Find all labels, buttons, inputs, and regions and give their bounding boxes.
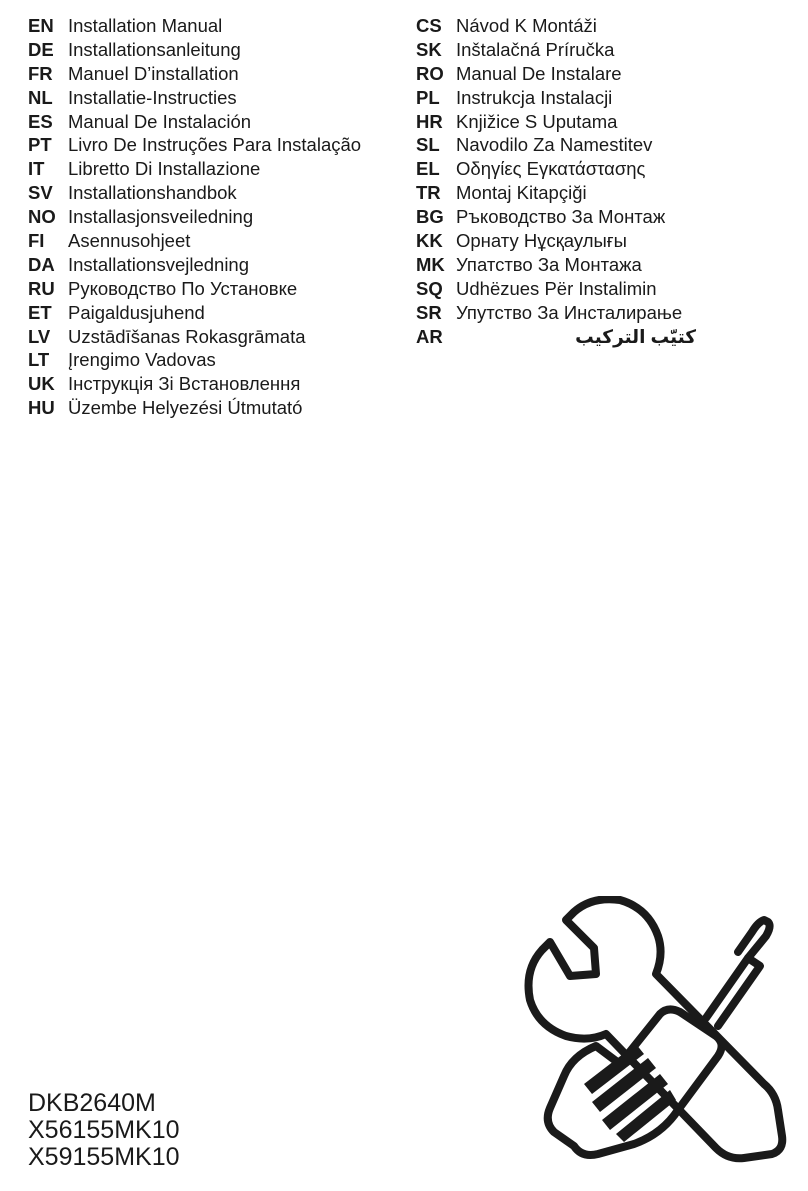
language-code: DA xyxy=(28,253,55,275)
language-row-de xyxy=(28,38,398,62)
language-code: FR xyxy=(28,62,53,84)
language-code: EN xyxy=(28,14,54,36)
language-title: Manuel D’installation xyxy=(68,62,239,84)
language-row-no xyxy=(28,205,398,229)
language-row-kk xyxy=(416,229,706,253)
language-row-et xyxy=(28,301,398,325)
language-title: كتيّب التركيب xyxy=(575,325,696,347)
language-code: MK xyxy=(416,253,445,275)
language-code: EL xyxy=(416,158,440,180)
language-title: Montaj Kitapçiği xyxy=(456,182,587,204)
language-code: HU xyxy=(28,397,55,419)
language-code: BG xyxy=(416,206,444,228)
language-list-right xyxy=(416,14,706,348)
language-code: DE xyxy=(28,38,54,60)
language-code: PT xyxy=(28,134,52,156)
language-row-el xyxy=(416,157,706,181)
language-row-en xyxy=(28,14,398,38)
language-title: Livro De Instruções Para Instalação xyxy=(68,134,362,156)
language-row-fr xyxy=(28,62,398,86)
language-title: Руководство По Установке xyxy=(68,277,298,299)
language-title: Installationsvejledning xyxy=(68,253,250,275)
language-code: IT xyxy=(28,158,45,180)
language-title: Navodilo Za Namestitev xyxy=(456,134,653,156)
language-row-sq xyxy=(416,277,706,301)
language-row-it xyxy=(28,157,398,181)
language-row-hr xyxy=(416,110,706,134)
language-title: Udhëzues Për Instalimin xyxy=(456,277,657,299)
model-number: X56155MK10 xyxy=(28,1116,180,1144)
language-title: Instrukcja Instalacji xyxy=(456,86,613,108)
language-title: Libretto Di Installazione xyxy=(68,158,261,180)
language-title: Інструкція Зі Встановлення xyxy=(68,373,301,395)
language-title: Üzembe Helyezési Útmutató xyxy=(68,397,303,419)
language-row-da xyxy=(28,253,398,277)
language-title: Ръководство За Монтаж xyxy=(456,206,666,228)
language-title: Manual De Instalare xyxy=(456,62,622,84)
language-title: Įrengimo Vadovas xyxy=(68,349,216,371)
language-code: FI xyxy=(28,229,45,251)
language-code: CS xyxy=(416,14,442,36)
language-row-uk xyxy=(28,372,398,396)
language-code: TR xyxy=(416,182,441,204)
language-row-fi xyxy=(28,229,398,253)
language-title: Installatie-Instructies xyxy=(68,86,237,108)
language-title: Installasjonsveiledning xyxy=(68,206,254,228)
language-code: LV xyxy=(28,325,51,347)
language-code: ET xyxy=(28,301,52,323)
language-row-lt xyxy=(28,348,398,372)
language-row-hu xyxy=(28,396,398,420)
language-code: UK xyxy=(28,373,55,395)
language-title: Installationshandbok xyxy=(68,182,237,204)
language-title: Manual De Instalación xyxy=(68,110,252,132)
language-title: Uzstādīšanas Rokasgrāmata xyxy=(68,325,306,347)
language-code: SQ xyxy=(416,277,443,299)
language-title: Asennusohjeet xyxy=(68,229,191,251)
language-code: PL xyxy=(416,86,440,108)
language-row-bg xyxy=(416,205,706,229)
language-list-left xyxy=(28,14,398,420)
language-code: SR xyxy=(416,301,442,323)
language-title: Paigaldusjuhend xyxy=(68,301,205,323)
language-code: RU xyxy=(28,277,55,299)
language-row-mk xyxy=(416,253,706,277)
language-code: NL xyxy=(28,86,53,108)
language-title: Упутство За Инсталирање xyxy=(456,301,683,323)
language-title: Орнату Нұсқаулығы xyxy=(456,229,627,251)
language-row-nl xyxy=(28,86,398,110)
language-code: LT xyxy=(28,349,50,371)
language-code: AR xyxy=(416,325,443,347)
language-title: Installation Manual xyxy=(68,14,223,36)
language-row-pl xyxy=(416,86,706,110)
language-title: Návod K Montáži xyxy=(456,14,597,36)
language-title: Installationsanleitung xyxy=(68,38,241,60)
language-row-cs xyxy=(416,14,706,38)
language-row-ar xyxy=(416,325,706,349)
language-row-tr xyxy=(416,181,706,205)
language-title: Inštalačná Príručka xyxy=(456,38,615,60)
language-code: HR xyxy=(416,110,443,132)
language-title: Οδηγίες Εγκατάστασης xyxy=(456,158,646,180)
language-row-sk xyxy=(416,38,706,62)
language-code: SV xyxy=(28,182,53,204)
language-row-sr xyxy=(416,301,706,325)
language-code: KK xyxy=(416,229,443,251)
model-number: DKB2640M xyxy=(28,1089,156,1117)
model-numbers xyxy=(28,1090,180,1171)
language-row-ro xyxy=(416,62,706,86)
language-row-ru xyxy=(28,277,398,301)
language-title: Упатство За Монтажа xyxy=(456,253,642,275)
language-row-pt xyxy=(28,133,398,157)
language-row-lv xyxy=(28,325,398,349)
language-code: NO xyxy=(28,206,56,228)
wrench-screwdriver-icon xyxy=(520,896,796,1178)
language-title: Knjižice S Uputama xyxy=(456,110,618,132)
language-row-es xyxy=(28,110,398,134)
language-code: ES xyxy=(28,110,53,132)
language-code: RO xyxy=(416,62,444,84)
language-code: SK xyxy=(416,38,442,60)
language-row-sv xyxy=(28,181,398,205)
language-row-sl xyxy=(416,133,706,157)
model-number: X59155MK10 xyxy=(28,1143,180,1171)
language-code: SL xyxy=(416,134,440,156)
